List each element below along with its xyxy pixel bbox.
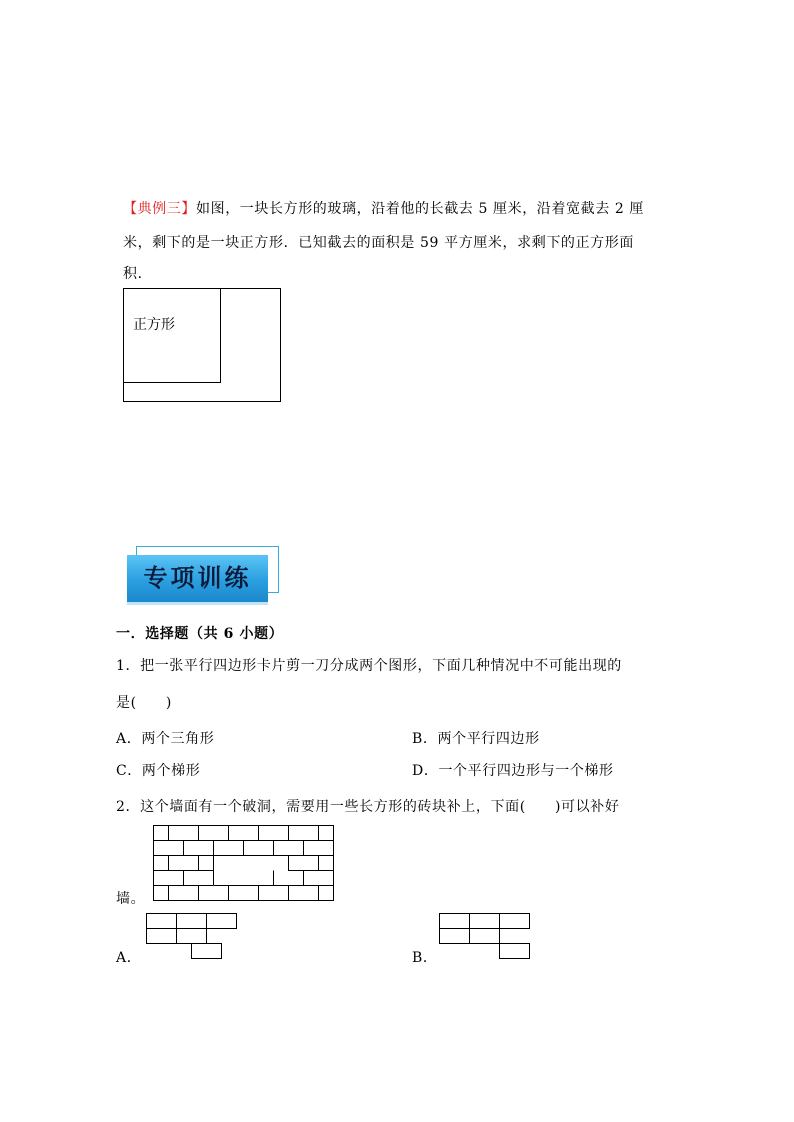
q1-option-d-letter: D． <box>412 763 439 779</box>
q1-option-b-text: 两个平行四边形 <box>437 731 540 747</box>
example-tag: 【典例三】 <box>123 201 196 217</box>
q1-option-a-letter: A． <box>116 731 142 747</box>
q2-option-a-label: A． <box>116 950 142 966</box>
example-text-1: 如图，一块长方形的玻璃，沿着他的长截去 5 厘米，沿着宽截去 2 厘 <box>196 201 645 217</box>
example-line-2: 米，剩下的是一块正方形．已知截去的面积是 59 平方厘米，求剩下的正方形面 <box>123 235 634 251</box>
q1-line-1: 1．把一张平行四边形卡片剪一刀分成两个图形，下面几种情况中不可能出现的 <box>116 658 622 674</box>
example-line-3: 积． <box>123 266 153 282</box>
q2-line-2: 墙。 <box>116 891 146 907</box>
section-banner: 专项训练 <box>143 564 252 592</box>
q1-option-c-letter: C． <box>116 763 142 779</box>
q2-option-b-label: B． <box>412 950 438 966</box>
q1-line-2: 是( ) <box>116 695 172 711</box>
square-label: 正方形 <box>133 317 175 333</box>
section-heading: 一．选择题（共 6 小题） <box>116 626 284 642</box>
q1-option-c-text: 两个梯形 <box>141 763 201 779</box>
q2-line-1: 2．这个墙面有一个破洞，需要用一些长方形的砖块补上，下面( )可以补好 <box>116 799 620 815</box>
q1-option-b-letter: B． <box>412 731 438 747</box>
q1-option-d-text: 一个平行四边形与一个梯形 <box>438 763 614 779</box>
q1-option-a-text: 两个三角形 <box>141 731 215 747</box>
